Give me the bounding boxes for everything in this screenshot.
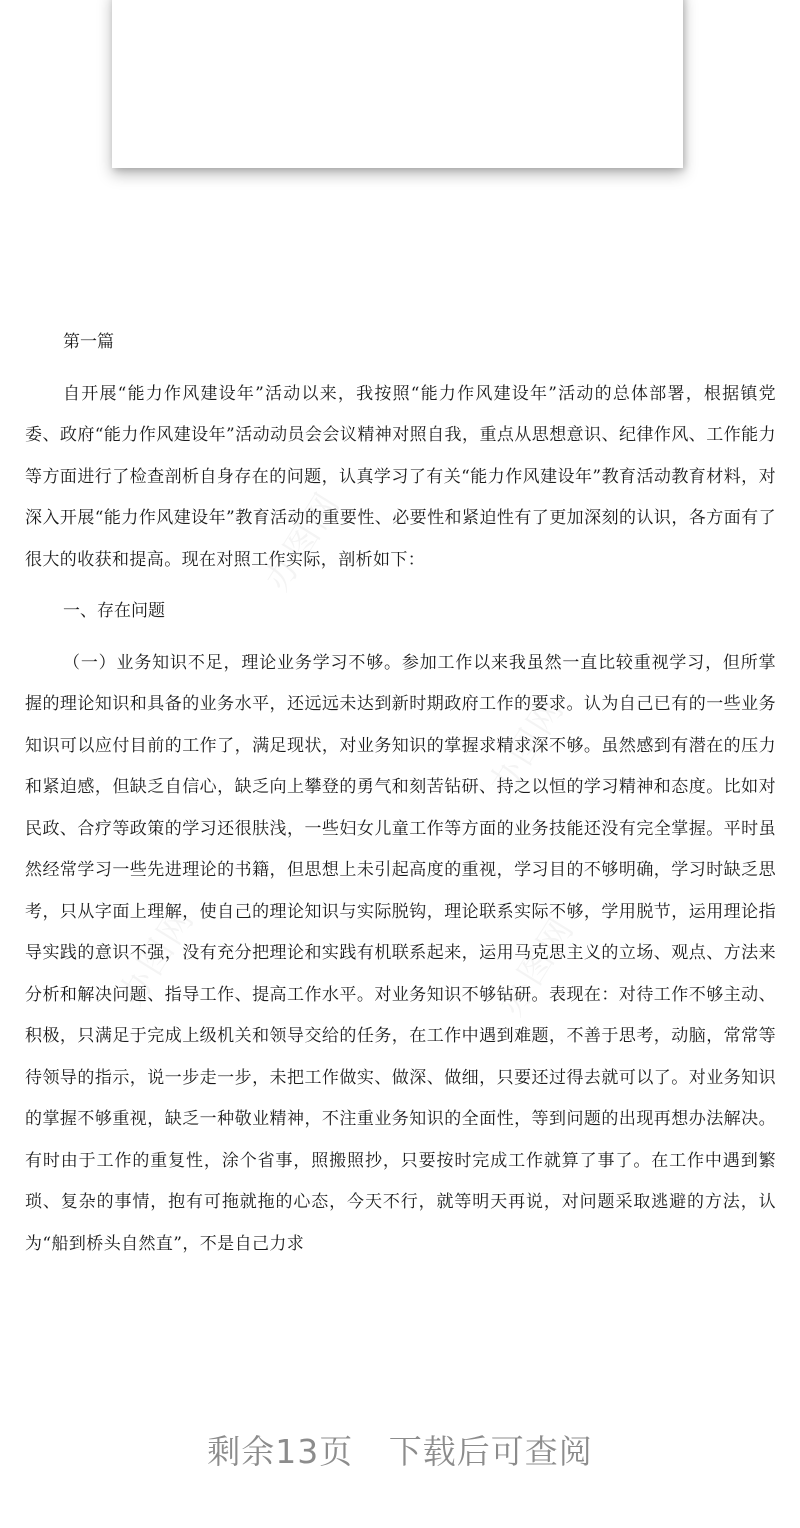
document-body bbox=[25, 322, 776, 1265]
section-heading: 一、存在问题 bbox=[63, 601, 165, 621]
download-hint-label: 下载后可查阅 bbox=[388, 1432, 593, 1471]
watermark: 办图网 bbox=[491, 909, 583, 1023]
document-title: 第一篇 bbox=[63, 332, 114, 352]
section-paragraph: （一）业务知识不足，理论业务学习不够。参加工作以来我虽然一直比较重视学习，但所掌握的理论知识和具备的业务水平，还远远未达到新时期政府工作的要求。认为自己已有的一些业务知识可以应付目前的工作了，满足现状，对业务知识的掌握求精求深不够。虽然感到有潜在的压力和紧迫感，但缺乏自信心，缺乏向上攀登的勇气和刻苦钻研、持之以恒的学习精神和态度。比如对民政、合疗等政策的学习还很肤浅，一些妇女儿童工作等方面的业务技能还没有完全掌握。平时虽然经常学习一些先进理论的书籍，但思想上未引起高度的重视，学习目的不够明确，学习时缺乏思考，只从字面上理解，使自己的理论知识与实际脱钩，理论联系实际不够，学用脱节，运用理论指导实践的意识不强，没有充分把理论和实践有机联系起来，运用马克思主义的立场、观点、方法来分析和解决问题、指导工作、提高工作水平。对业务知识不够钻研。表现在：对待工作不够主动、积极，只满足于完成上级机关和领导交给的任务，在工作中遇到难题，不善于思考，动脑，常常等待领导的指示，说一步走一步，未把工作做实、做深、做细，只要还过得去就可以了。对业务知识的掌握不够重视，缺乏一种敬业精神，不注重业务知识的全面性，等到问题的出现再想办法解决。有时由于工作的重复性，涂个省事，照搬照抄，只要按时完成工作就算了事了。在工作中遇到繁琐、复杂的事情，抱有可拖就拖的心态，今天不行，就等明天再说，对问题采取逃避的方法，认为“船到桥头自然直”，不是自己力求 bbox=[25, 652, 776, 1254]
intro-paragraph: 自开展“能力作风建设年”活动以来，我按照“能力作风建设年”活动的总体部署，根据镇党委、政府“能力作风建设年”活动动员会会议精神对照自我，重点从思想意识、纪律作风、工作能力等方面进行了检查剖析自身存在的问题，认真学习了有关“能力作风建设年”教育活动教育材料，对深入开展“能力作风建设年”教育活动的重要性、必要性和紧迫性有了更加深刻的认识，各方面有了很大的收获和提高。现在对照工作实际，剖析如下： bbox=[25, 383, 776, 570]
watermark: 办图网 bbox=[257, 484, 349, 598]
watermark: 办图网 bbox=[481, 689, 573, 803]
watermark: 办图网 bbox=[111, 899, 203, 1013]
download-prompt[interactable] bbox=[0, 1426, 800, 1473]
remaining-pages-label: 剩余13页 bbox=[207, 1432, 354, 1471]
previous-page-card bbox=[112, 0, 683, 168]
